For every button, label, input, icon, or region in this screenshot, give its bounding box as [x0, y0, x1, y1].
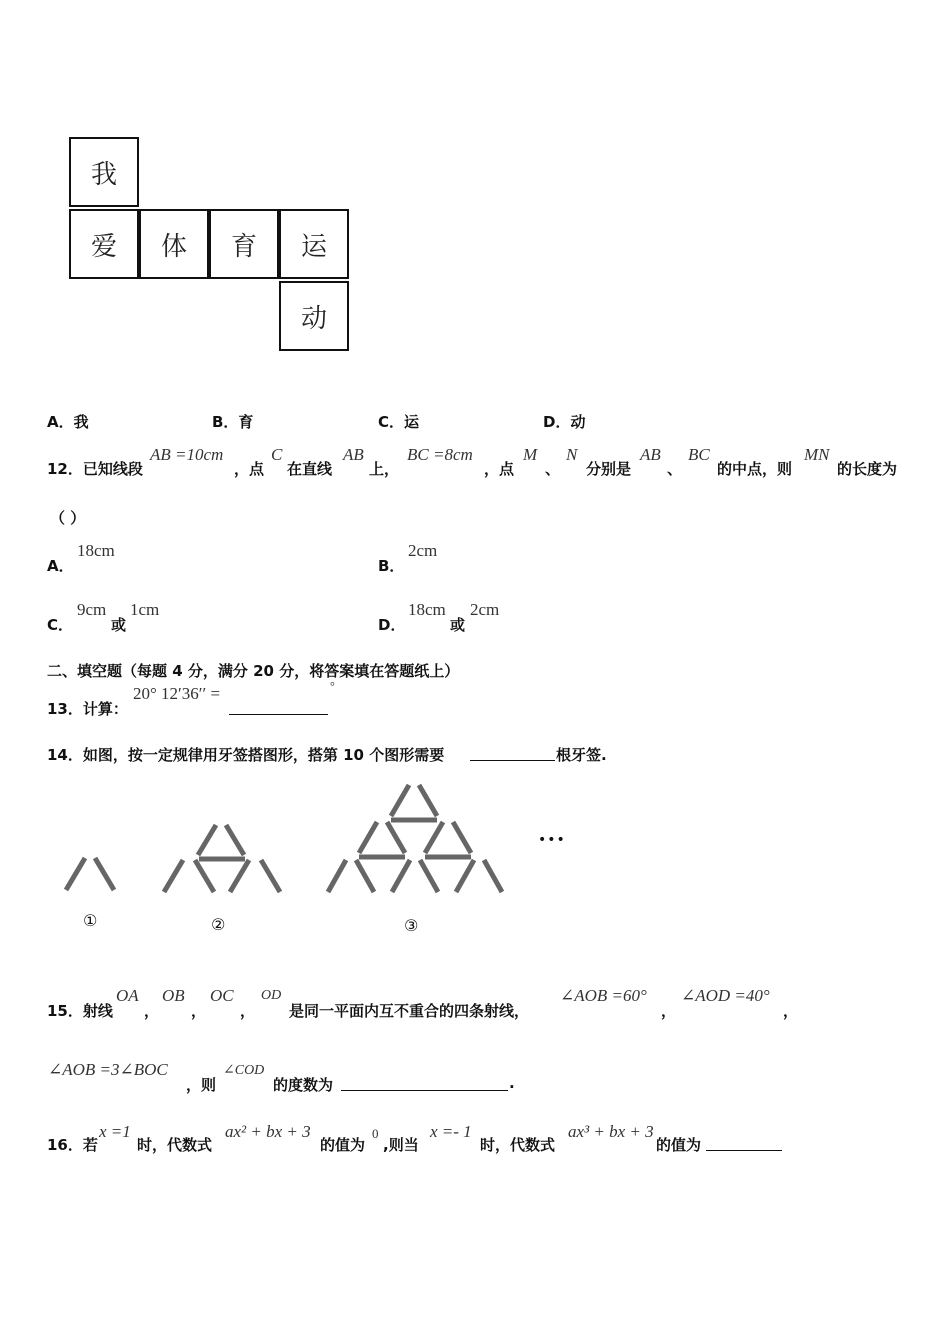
q13-label: 13．计算：	[47, 700, 128, 718]
q12-text: 、	[545, 460, 561, 478]
q14-answer-blank[interactable]	[470, 746, 555, 761]
q12-math: BC =8cm	[407, 445, 473, 464]
q14-text: 根牙签.	[556, 746, 607, 764]
figure-label: ②	[211, 915, 226, 934]
section-heading: 二、填空题（每题 4 分，满分 20 分，将答案填在答题纸上）	[47, 662, 460, 680]
q12-math: C	[271, 445, 283, 464]
figure-label: ③	[404, 916, 419, 935]
q11-option-c[interactable]: C．运	[378, 413, 420, 431]
q12-math: MN	[804, 445, 830, 464]
q16-answer-blank[interactable]	[706, 1136, 782, 1151]
q12-text: 的长度为	[837, 460, 898, 478]
q13-degree: °	[330, 679, 335, 693]
net-cell: 动	[279, 281, 349, 351]
net-cell: 爱	[69, 209, 139, 279]
q12-math: BC	[688, 445, 710, 464]
q12-text: 的中点，则	[717, 460, 793, 478]
q12-text: 12．已知线段	[47, 460, 143, 478]
q12-text: 、	[667, 460, 683, 478]
q12-text: 上，	[369, 460, 400, 478]
net-cell: 育	[209, 209, 279, 279]
q11-option-a[interactable]: A．我	[47, 413, 89, 431]
q12-math: AB =10cm	[150, 445, 224, 464]
q12-math: AB	[343, 445, 364, 464]
q11-option-b[interactable]: B．育	[212, 413, 254, 431]
q13-expr: 20° 12′36′′ =	[133, 684, 221, 703]
q12-text: ，点	[234, 460, 265, 478]
net-cell: 我	[69, 137, 139, 207]
q12-text: 在直线	[287, 460, 333, 478]
net-cell: 体	[139, 209, 209, 279]
net-cell: 运	[279, 209, 349, 279]
q12-math: M	[523, 445, 538, 464]
q13-answer-blank[interactable]	[229, 700, 328, 715]
q15-answer-blank[interactable]	[341, 1076, 508, 1091]
q12-text: ，点	[484, 460, 515, 478]
ellipsis-dots: •••	[538, 832, 566, 848]
q11-option-d[interactable]: D．动	[543, 413, 586, 431]
q12-math: N	[566, 445, 578, 464]
figure-label: ①	[83, 911, 98, 930]
q12-paren: （ ）	[50, 509, 86, 527]
q12-math: AB	[640, 445, 661, 464]
q12-text: 分别是	[586, 460, 632, 478]
q14-text: 14．如图，按一定规律用牙签搭图形，搭第 10 个图形需要	[47, 746, 445, 764]
